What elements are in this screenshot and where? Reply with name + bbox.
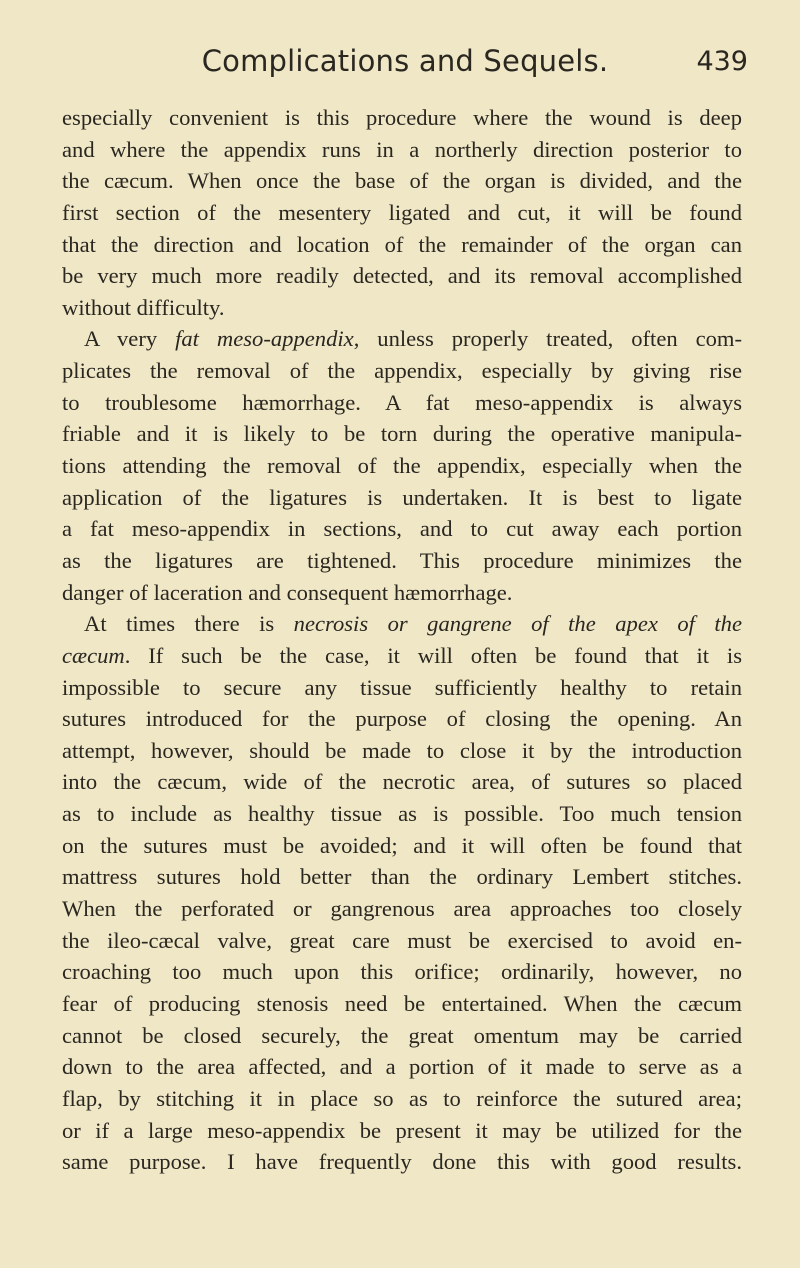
- body-text: [62, 102, 742, 1178]
- text-line: as the ligatures are tightened. This procedure minimizes the: [62, 547, 742, 573]
- text-line: as to include as healthy tissue as is possible. Too much tension: [62, 801, 742, 827]
- text-line: impossible to secure any tissue sufficiently healthy to retain: [62, 674, 742, 700]
- text-line: down to the area affected, and a portion of it made to serve as a: [62, 1054, 742, 1080]
- text-line: plicates the removal of the appendix, especially by giving rise: [62, 358, 742, 384]
- text-line: fear of producing stenosis need be entertained. When the cæcum: [62, 990, 742, 1016]
- text-line: and where the appendix runs in a northerly direction posterior to: [62, 136, 742, 162]
- text-line: be very much more readily detected, and its removal accomplished: [62, 263, 742, 289]
- text-line: or if a large meso-appendix be present it may be utilized for the: [62, 1117, 742, 1143]
- text-line: into the cæcum, wide of the necrotic area, of sutures so placed: [62, 769, 742, 795]
- text-line: sutures introduced for the purpose of closing the opening. An: [62, 706, 742, 732]
- text-line: the cæcum. When once the base of the organ is divided, and the: [62, 168, 742, 194]
- text-line: friable and it is likely to be torn during the operative manipula-: [62, 421, 742, 447]
- text-line: first section of the mesentery ligated and cut, it will be found: [62, 199, 742, 225]
- italic-term: cæcum: [62, 642, 125, 668]
- text-line: especially convenient is this procedure where the wound is deep: [62, 105, 742, 130]
- text-line: same purpose. I have frequently done this with good results.: [62, 1149, 742, 1175]
- page-header: [62, 44, 748, 84]
- text-line: a fat meso-appendix in sections, and to cut away each portion: [62, 516, 742, 542]
- text-line: on the sutures must be avoided; and it will often be found that: [62, 832, 742, 858]
- text-line: cæcum. If such be the case, it will often be found that it is: [62, 642, 742, 668]
- running-title: Complications and Sequels.: [201, 44, 609, 78]
- text-line: cannot be closed securely, the great omentum may be carried: [62, 1022, 742, 1048]
- text-line: croaching too much upon this orifice; ordinarily, however, no: [62, 959, 742, 985]
- text-line: without difficulty.: [62, 294, 225, 320]
- text-line: flap, by stitching it in place so as to reinforce the sutured area;: [62, 1085, 742, 1111]
- text-line: tions attending the removal of the appendix, especially when the: [62, 453, 742, 479]
- text-line: At times there is necrosis or gangrene of the apex of the: [84, 611, 742, 637]
- text-line: application of the ligatures is undertaken. It is best to ligate: [62, 484, 742, 510]
- page-number: 439: [696, 46, 748, 77]
- text-line: mattress sutures hold better than the ordinary Lembert stitches.: [62, 864, 742, 890]
- text-line: A very fat meso-appendix, unless properly treated, often com-: [84, 326, 743, 352]
- text-line: danger of laceration and consequent hæmorrhage.: [62, 579, 513, 605]
- italic-term: fat meso-appendix: [175, 326, 354, 352]
- italic-term: necrosis or gangrene of the apex of the: [293, 611, 742, 637]
- text-line: to troublesome hæmorrhage. A fat meso-appendix is always: [62, 389, 742, 415]
- text-line: the ileo-cæcal valve, great care must be exercised to avoid en-: [62, 927, 742, 953]
- text-line: attempt, however, should be made to close it by the introduction: [62, 737, 742, 763]
- text-line: that the direction and location of the remainder of the organ can: [62, 231, 742, 257]
- text-line: When the perforated or gangrenous area approaches too closely: [62, 896, 742, 922]
